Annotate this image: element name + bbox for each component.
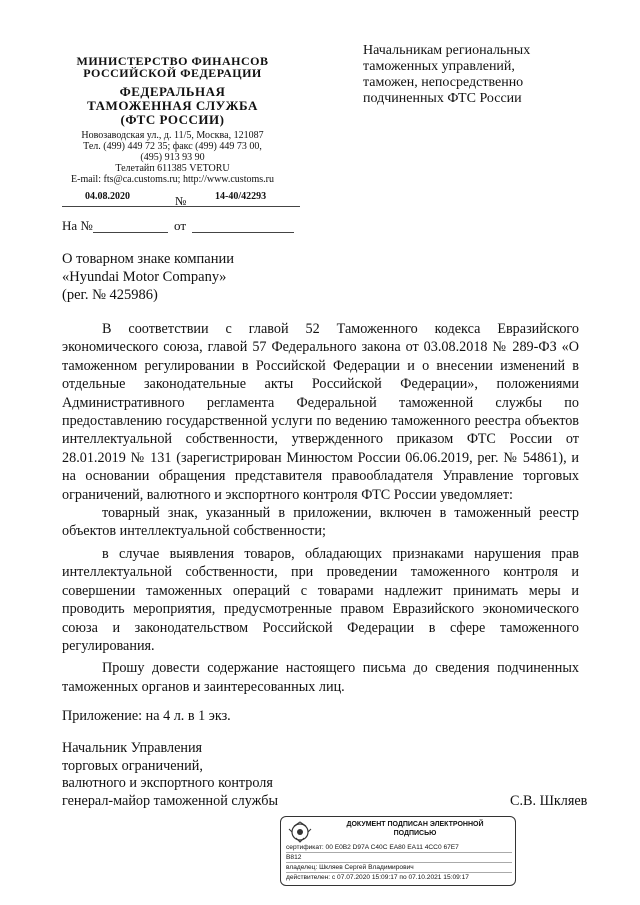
addressee-line: Начальникам региональных [363,43,531,58]
stamp-title-line: ДОКУМЕНТ ПОДПИСАН ЭЛЕКТРОННОЙ [346,821,484,828]
sender-contacts [45,130,300,185]
service-name [45,85,300,127]
body-paragraph: товарный знак, указанный в приложении, включен в таможенный реестр объектов интеллектуальной собственности; [62,505,579,540]
subject-line: О товарном знаке компании [62,251,234,267]
body-paragraph: Прошу довести содержание настоящего письма до сведения подчиненных таможенных органов и заинтересованных лиц. [62,660,579,695]
subject [62,250,322,304]
contact-line: Телетайп 611385 VETORU [115,163,230,174]
stamp-certificate: сертификат: 00 E0B2 D97A C40C EA80 EA11 4CC0 67E7 [286,843,512,853]
position-line: торговых ограничений, [62,757,203,774]
reference-date-line [192,232,294,233]
ministry-line: МИНИСТЕРСТВО ФИНАНСОВ [76,54,269,68]
stamp-title [317,820,513,838]
addressee [363,43,583,107]
stamp-details [286,843,512,882]
letter-body [62,320,579,696]
position-line: валютного и экспортного контроля [62,775,273,791]
signatory-position [62,740,278,810]
contact-line: (495) 913 93 90 [140,152,205,163]
service-line: (ФТС РОССИИ) [120,112,225,127]
registration-underline [62,206,300,207]
signatory-name: С.В. Шкляев [510,793,588,809]
addressee-line: таможенных управлений, [363,59,515,74]
registration-date: 04.08.2020 [85,191,130,202]
position-line: генерал-майор таможенной службы [62,792,279,809]
contact-line: Тел. (499) 449 72 35; факс (499) 449 73 00, [83,141,262,152]
subject-line: «Hyundai Motor Company» [62,269,227,285]
stamp-certificate-tail: B812 [286,853,512,863]
attachment-note: Приложение: на 4 л. в 1 экз. [62,708,231,724]
stamp-owner: владелец: Шкляев Сергей Владимирович [286,863,512,873]
reference-number-line [93,232,168,233]
service-line: ТАМОЖЕННАЯ СЛУЖБА [87,98,258,113]
service-line: ФЕДЕРАЛЬНАЯ [119,84,226,99]
number-sign: № [175,194,187,208]
position-line: Начальник Управления [62,740,203,756]
reference-label: На № [62,218,93,233]
reference-from: от [174,218,187,233]
ministry-name [45,55,300,79]
stamp-title-line: ПОДПИСЬЮ [393,830,437,837]
subject-line: (рег. № 425986) [62,287,158,303]
contact-line: Новозаводская ул., д. 11/5, Москва, 121087 [81,130,264,141]
contact-line: E-mail: fts@ca.customs.ru; http://www.customs.ru [71,174,274,185]
body-paragraph: В соответствии с главой 52 Таможенного кодекса Евразийского экономического союза, главой 57 Федерального закона от 03.08.2018 № 289-ФЗ «О таможенном регулировании в Российской Федерации и о внесении изменений в отдельные законодательные акты Российской Федерации», положениями Административного регламента Федеральной таможенной службы по предоставлению государственной услуги по ведению таможенного реестра объектов интеллектуальной собственности, утвержденного приказом ФТС России от 28.01.2019 № 131 (зарегистрирован Минюстом России 06.06.2019, рег. № 54861), и на основании обращения представителя правообладателя Управление торговых ограничений, валютного и экспортного контроля ФТС России уведомляет: [62,321,579,503]
ministry-line: РОССИЙСКОЙ ФЕДЕРАЦИИ [83,66,262,80]
addressee-line: таможен, непосредственно [363,75,524,90]
electronic-signature-stamp [280,816,516,886]
addressee-line: подчиненных ФТС России [363,91,522,106]
registration-number: 14-40/42293 [215,191,267,202]
body-paragraph: в случае выявления товаров, обладающих признаками нарушения прав интеллектуальной собственности, при проведении таможенного контроля и совершении таможенных операций с товарами надлежит принимать меры и проводить мероприятия, предусмотренные правом Евразийского экономического союза и законодательством Российской Федерации в сфере таможенного регулирования. [62,545,579,654]
stamp-validity: действителен: с 07.07.2020 15:09:17 по 07.10.2021 15:09:17 [286,874,469,881]
